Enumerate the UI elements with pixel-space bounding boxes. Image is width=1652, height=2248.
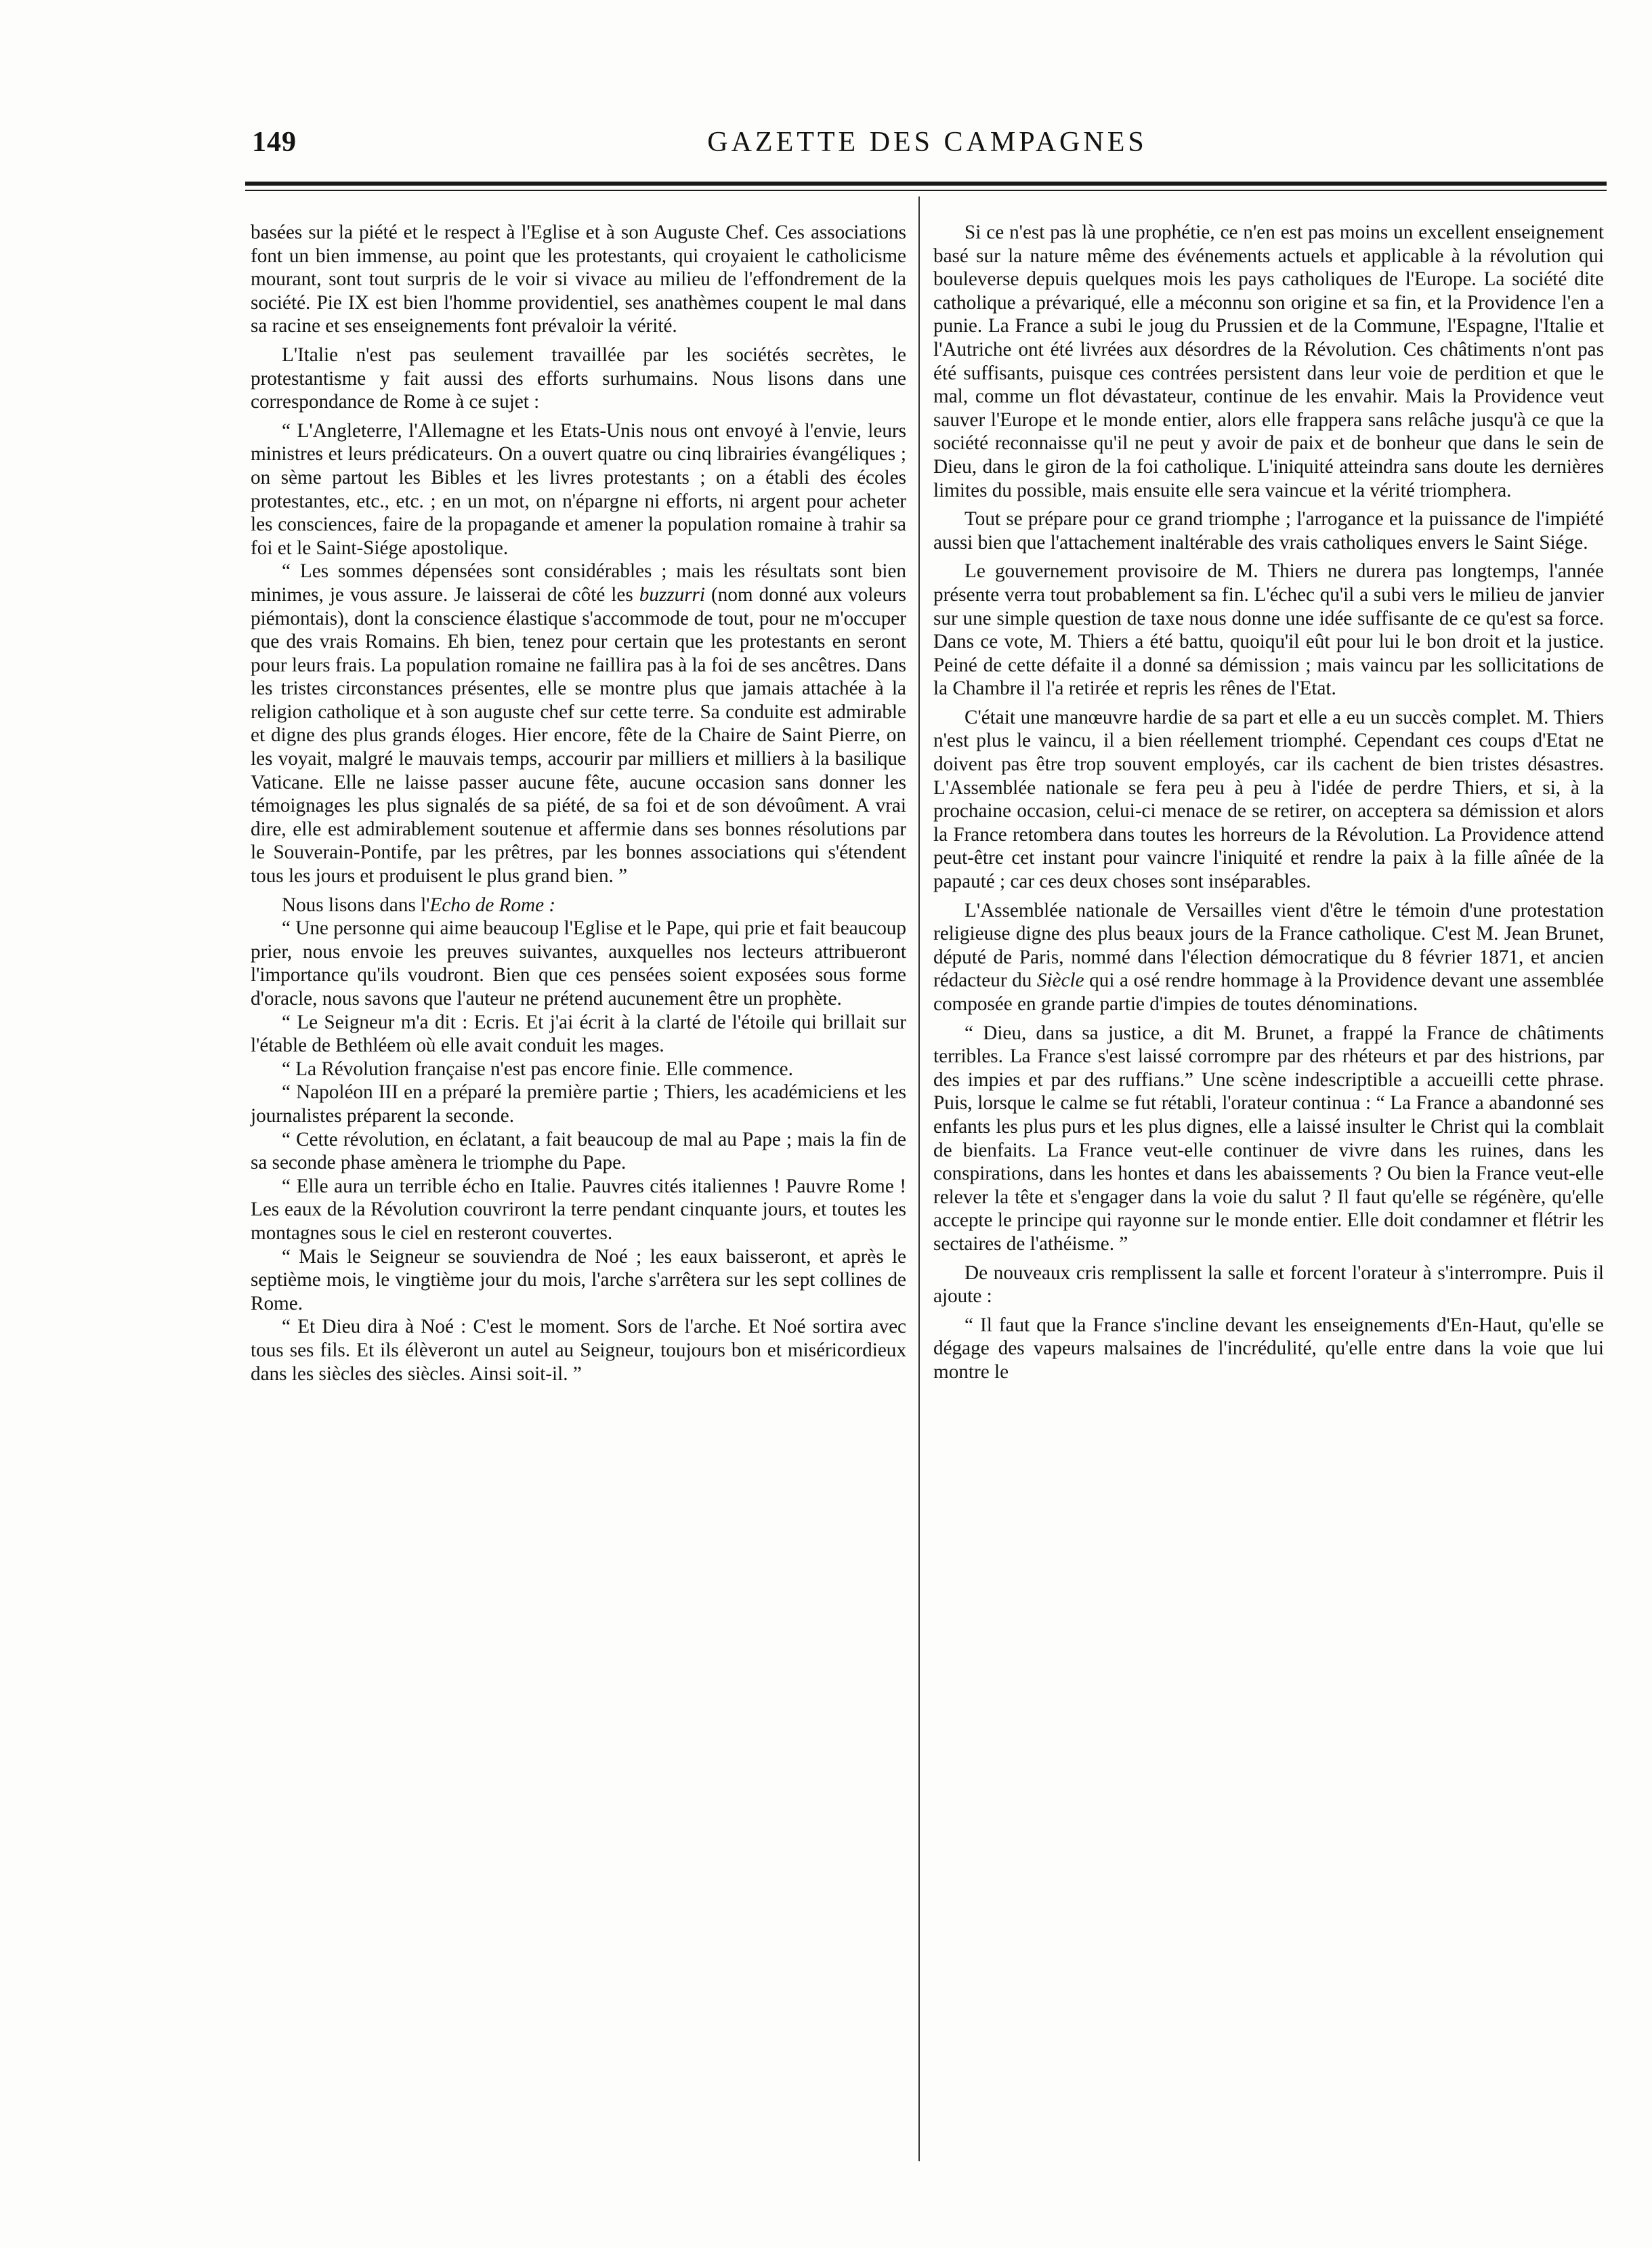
paragraph: L'Italie n'est pas seulement travaillée par les sociétés secrètes, le protestantisme y fait aussi des efforts surhumains. Nous lisons dans une correspondance de Rome à ce sujet : xyxy=(251,344,906,413)
paragraph: “ Cette révolution, en éclatant, a fait beaucoup de mal au Pape ; mais la fin de sa seconde phase amènera le triomphe du Pape. xyxy=(251,1128,906,1174)
page-number: 149 xyxy=(252,127,297,158)
paragraph: “ Il faut que la France s'incline devant les enseignements d'En-Haut, qu'elle se dégage des vapeurs malsaines de l'incrédulité, qu'elle entre dans la voie que lui montre le xyxy=(933,1314,1604,1383)
running-title: GAZETTE DES CAMPAGNES xyxy=(707,127,1147,158)
paragraph: “ La Révolution française n'est pas encore finie. Elle commence. xyxy=(282,1058,793,1080)
paragraph: L'Assemblée nationale de Versailles vient d'être le témoin d'une protestation religieuse digne des plus beaux jours de la France catholique. C'est M. Jean Brunet, député de Paris, nommé dans l'élection démocratique du 8 février 1871, et ancien rédacteur du Siècle qui a osé rendre hommage à la Providence devant une assemblée composée en grande partie d'impies de toutes dénominations. xyxy=(933,899,1604,1015)
paragraph: Le gouvernement provisoire de M. Thiers ne durera pas longtemps, l'année présente verra tout probablement sa fin. L'échec qu'il a subi vers le milieu de janvier sur une simple question de taxe nous donne une idée suffisante de ce qu'est sa force. Dans ce vote, M. Thiers a été battu, quoiqu'il eût pour lui le bon droit et la justice. Peiné de cette défaite il a donné sa démission ; mais vaincu par les sollicitations de la Chambre il l'a retirée et repris les rênes de l'Etat. xyxy=(933,560,1604,700)
column-divider xyxy=(918,196,920,2161)
paragraph: “ Le Seigneur m'a dit : Ecris. Et j'ai écrit à la clarté de l'étoile qui brillait sur l'étable de Bethléem où elle avait conduit les mages. xyxy=(251,1011,906,1057)
paragraph: Si ce n'est pas là une prophétie, ce n'en est pas moins un excellent enseignement basé sur la nature même des événements actuels et applicable à la révolution qui bouleverse depuis quelques mois les pays catholiques de l'Europe. La société dite catholique a prévariqué, elle a méconnu son origine et sa fin, et la Providence l'en a punie. La France a subi le joug du Prussien et de la Commune, l'Espagne, l'Italie et l'Autriche ont été livrées aux désordres de la Révolution. Ces châtiments n'ont pas été suffisants, puisque ces contrées persistent dans leur voie de perdition et que le mal, comme un flot dévastateur, continue de les envahir. Mais la Providence veut sauver l'Europe et le monde entier, alors elle frappera sans relâche jusqu'à ce que la société reconnaisse qu'il ne peut y avoir de paix et de bonheur que dans le sein de Dieu, dans le giron de la foi catholique. L'iniquité atteindra sans doute les dernières limites du possible, mais ensuite elle sera vaincue et la vérité triomphera. xyxy=(933,222,1604,501)
paragraph: “ Mais le Seigneur se souviendra de Noé ; les eaux baisseront, et après le septième mois, le vingtième jour du mois, l'arche s'arrêtera sur les sept collines de Rome. xyxy=(251,1245,906,1314)
left-column xyxy=(251,221,906,1386)
paragraph: “ Une personne qui aime beaucoup l'Eglise et le Pape, qui prie et fait beaucoup prier, nous envoie les preuves suivantes, auxquelles nos lecteurs attribueront l'importance qu'ils voudront. Bien que ces pensées soient exposées sous forme d'oracle, nous savons que l'auteur ne prétend aucunement être un prophète. xyxy=(251,917,906,1009)
paragraph: “ Et Dieu dira à Noé : C'est le moment. Sors de l'arche. Et Noé sortira avec tous ses fils. Et ils élèveront un autel au Seigneur, toujours bon et miséricordieux dans les siècles des siècles. Ainsi soit-il. ” xyxy=(251,1316,906,1385)
header-rule xyxy=(245,182,1607,186)
paragraph: “ Napoléon III en a préparé la première partie ; Thiers, les académiciens et les journalistes préparent la seconde. xyxy=(251,1081,906,1127)
paragraph: De nouveaux cris remplissent la salle et forcent l'orateur à s'interrompre. Puis il ajoute : xyxy=(933,1262,1604,1308)
paragraph: basées sur la piété et le respect à l'Eglise et à son Auguste Chef. Ces associations font un bien immense, au point que les protestants, qui croyaient le catholicisme mourant, sont tout surpris de le voir si vivace au milieu de l'effondrement de la société. Pie IX est bien l'homme providentiel, ses anathèmes coupent le mal dans sa racine et ses enseignements font prévaloir la vérité. xyxy=(251,222,906,337)
paragraph: “ L'Angleterre, l'Allemagne et les Etats-Unis nous ont envoyé à l'envie, leurs ministres et leurs prédicateurs. On a ouvert quatre ou cinq librairies évangéliques ; on sème partout les Bibles et les livres protestants ; on a établi des écoles protestantes, etc., etc. ; en un mot, on n'épargne ni efforts, ni argent pour acheter les consciences, faire de la propagande et amener la population romaine à trahir sa foi et le Saint-Siége apostolique. xyxy=(251,419,906,559)
italic-title: Siècle xyxy=(1036,970,1084,992)
page-header xyxy=(252,126,1603,169)
paragraph: C'était une manœuvre hardie de sa part et elle a eu un succès complet. M. Thiers n'est plus le vaincu, il a bien réellement triomphé. Cependant ces coups d'Etat ne doivent pas être trop souvent employés, car ils cachent de bien tristes désastres. L'Assemblée nationale se fera peu à peu à l'idée de perdre Thiers, et si, à la prochaine occasion, celui-ci menace de se retirer, on acceptera sa démission et alors la France retombera dans toutes les horreurs de la Révolution. La Providence attend peut-être cet instant pour vaincre l'iniquité et rendre la paix à la fille aînée de la papauté ; car ces deux choses sont inséparables. xyxy=(933,706,1604,893)
paragraph: Nous lisons dans l'Echo de Rome : xyxy=(282,894,556,916)
italic-title: Echo de Rome : xyxy=(429,894,556,916)
italic-term: buzzurri xyxy=(639,583,706,606)
right-column xyxy=(933,221,1604,1384)
header-rule-thin xyxy=(245,190,1607,191)
paragraph: Tout se prépare pour ce grand triomphe ; l'arrogance et la puissance de l'impiété aussi bien que l'attachement inaltérable des vrais catholiques envers le Saint Siége. xyxy=(933,508,1604,554)
paragraph: “ Les sommes dépensées sont considérables ; mais les résultats sont bien minimes, je vous assure. Je laisserai de côté les buzzurri (nom donné aux voleurs piémontais), dont la conscience élastique s'accommode de tout, pour ne m'occuper que des vrais Romains. Eh bien, tenez pour certain que les protestants en seront pour leurs frais. La population romaine ne faillira pas à la foi de ses ancêtres. Dans les tristes circonstances présentes, elle se montre plus que jamais attachée à la religion catholique et à son auguste chef sur cette terre. Sa conduite est admirable et digne des plus grands éloges. Hier encore, fête de la Chaire de Saint Pierre, on les voyait, malgré le mauvais temps, accourir par milliers et milliers à la basilique Vaticane. Elle ne laisse passer aucune fête, aucune occasion sans donner les témoignages les plus signalés de sa piété, de sa foi et de son dévoûment. A vrai dire, elle est admirablement soutenue et affermie dans ses bonnes résolutions par le Souverain-Pontife, par les prêtres, par les bonnes associations qui s'étendent tous les jours et produisent le plus grand bien. ” xyxy=(251,560,906,888)
paragraph: “ Elle aura un terrible écho en Italie. Pauvres cités italiennes ! Pauvre Rome ! Les eaux de la Révolution couvriront la terre pendant cinquante jours, et toutes les montagnes sous le ciel en resteront couvertes. xyxy=(251,1175,906,1244)
paragraph: “ Dieu, dans sa justice, a dit M. Brunet, a frappé la France de châtiments terribles. La France s'est laissé corrompre par des rhéteurs et par des histrions, par des impies et par des ruffians.” Une scène indescriptible a accueilli cette phrase. Puis, lorsque le calme se fut rétabli, l'orateur continua : “ La France a abandonné ses enfants les plus purs et les plus dignes, elle a laissé insulter le Christ qui la comblait de bienfaits. La France veut-elle continuer de vivre dans les ruines, dans les conspirations, dans les hontes et dans les abaissements ? Ou bien la France veut-elle relever la tête et s'engager dans la voie du salut ? Il faut qu'elle se régénère, qu'elle accepte le principe qui rayonne sur le monde entier. Elle doit condamner et flétrir les sectaires de l'athéisme. ” xyxy=(933,1022,1604,1255)
